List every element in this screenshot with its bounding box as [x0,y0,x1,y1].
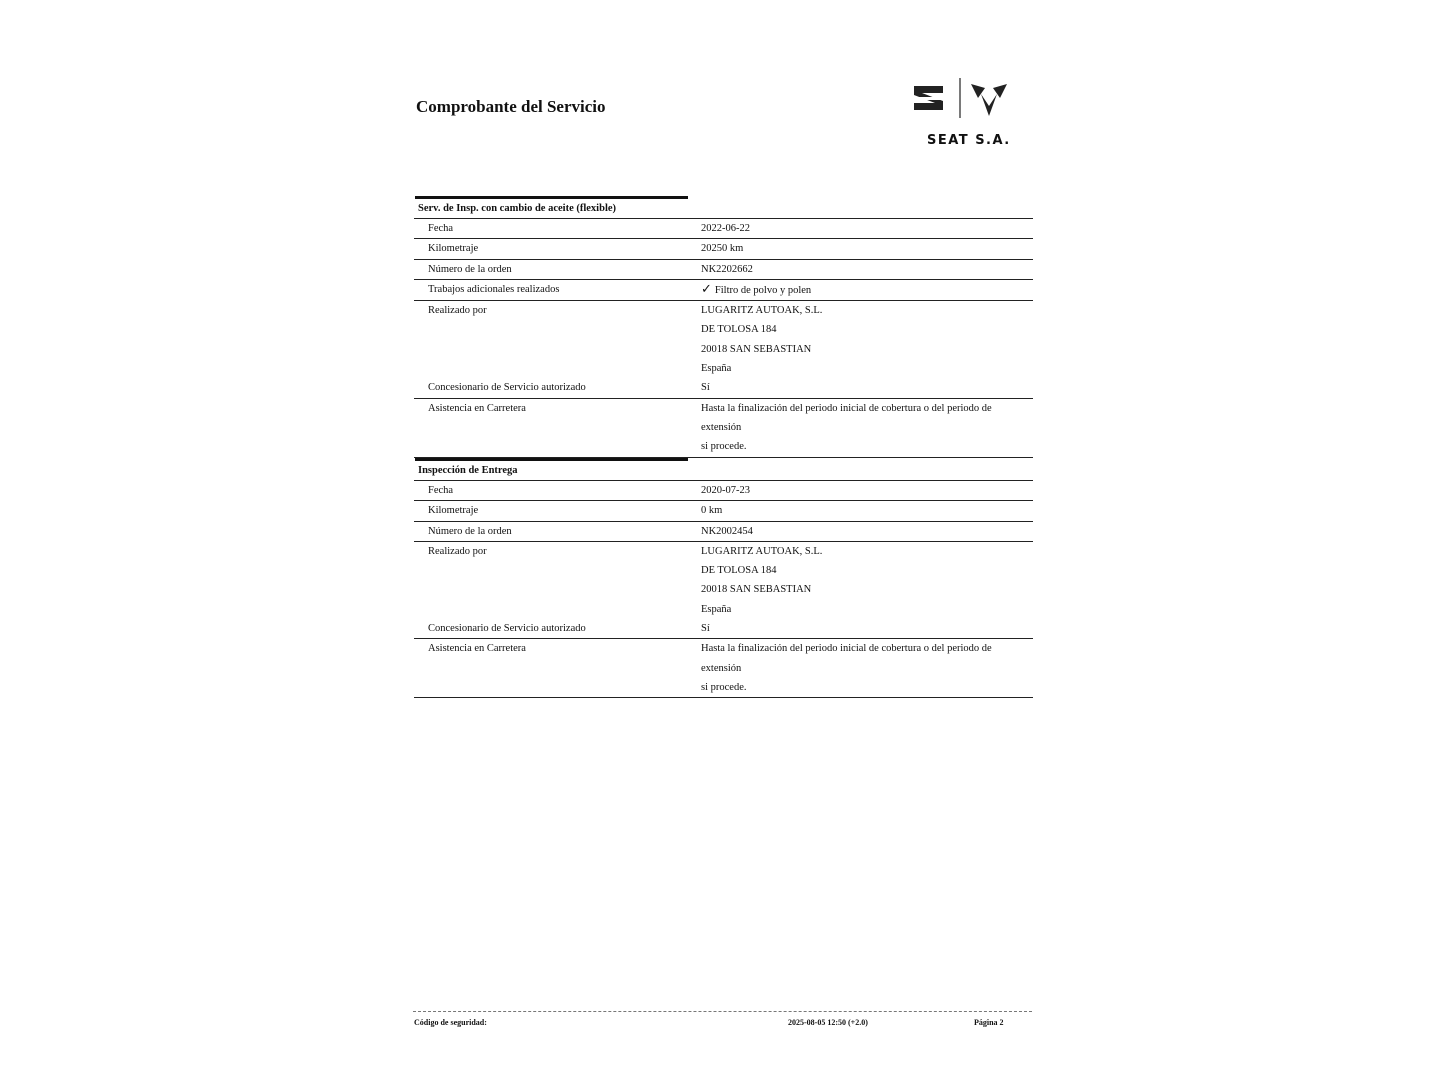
kilometraje-value: 20250 km [701,243,744,255]
checkmark-icon: ✓ [701,281,712,297]
kilometraje-label: Kilometraje [428,243,479,255]
address-line: España [701,363,732,375]
concesionario-label: Concesionario de Servicio autorizado [428,382,586,394]
orden-label: Número de la orden [428,525,512,537]
orden-value: NK2202662 [701,263,753,275]
address-line: LUGARITZ AUTOAK, S.L. [701,545,823,557]
concesionario-label: Concesionario de Servicio autorizado [428,623,586,635]
kilometraje-value: 0 km [701,505,723,517]
orden-row [414,522,1033,542]
footer-timestamp: 2025-08-05 12:50 (+2.0) [788,1018,868,1027]
section-title: Serv. de Insp. con cambio de aceite (flexible) [414,199,1033,219]
concesionario-row [414,619,1033,639]
orden-label: Número de la orden [428,263,512,275]
address-line: LUGARITZ AUTOAK, S.L. [701,305,823,317]
kilometraje-label: Kilometraje [428,505,479,517]
realizado-address [701,542,1033,619]
seat-logo-icon [914,86,943,110]
realizado-label: Realizado por [428,305,487,317]
realizado-address [701,301,1033,378]
concesionario-value: Sí [701,382,710,394]
asistencia-line: si procede. [701,681,747,693]
trabajos-value: Filtro de polvo y polen [714,284,812,296]
page-number: Página 2 [974,1018,1004,1027]
asistencia-label: Asistencia en Carretera [428,402,526,414]
fecha-row [414,481,1033,501]
fecha-row [414,219,1033,239]
company-name: SEAT S.A. [927,133,1011,148]
asistencia-line: Hasta la finalización del periodo inicial de cobertura o del periodo de extensión [701,402,992,433]
address-line: DE TOLOSA 184 [701,324,777,336]
document-title: Comprobante del Servicio [416,97,606,116]
concesionario-value: Sí [701,623,710,635]
kilometraje-row [414,501,1033,521]
fecha-label: Fecha [428,485,454,496]
address-line: 20018 SAN SEBASTIAN [701,343,812,355]
trabajos-row [414,280,1033,301]
footer-divider [413,1011,1032,1012]
asistencia-value [701,639,1033,697]
asistencia-label: Asistencia en Carretera [428,643,526,655]
orden-value: NK2002454 [701,525,753,537]
realizado-row [414,542,1033,619]
asistencia-line: si procede. [701,441,747,453]
kilometraje-row [414,239,1033,259]
asistencia-value [701,399,1033,457]
address-line: España [701,603,732,615]
fecha-value: 2020-07-23 [701,485,750,496]
fecha-label: Fecha [428,223,454,234]
section-title: Inspección de Entrega [414,461,1033,481]
asistencia-row [414,639,1033,698]
fecha-value: 2022-06-22 [701,223,750,234]
security-code-label: Código de seguridad: [414,1018,487,1027]
realizado-label: Realizado por [428,545,487,557]
realizado-row [414,301,1033,378]
asistencia-line: Hasta la finalización del periodo inicial de cobertura o del periodo de extensión [701,643,992,674]
address-line: 20018 SAN SEBASTIAN [701,584,812,596]
trabajos-label: Trabajos adicionales realizados [428,283,560,295]
asistencia-row [414,399,1033,458]
delivery-section [414,458,1033,698]
trabajos-value-cell [701,280,1033,300]
orden-row [414,260,1033,280]
concesionario-row [414,378,1033,398]
address-line: DE TOLOSA 184 [701,565,777,577]
service-section [414,196,1033,458]
cupra-logo-icon [971,84,1007,116]
